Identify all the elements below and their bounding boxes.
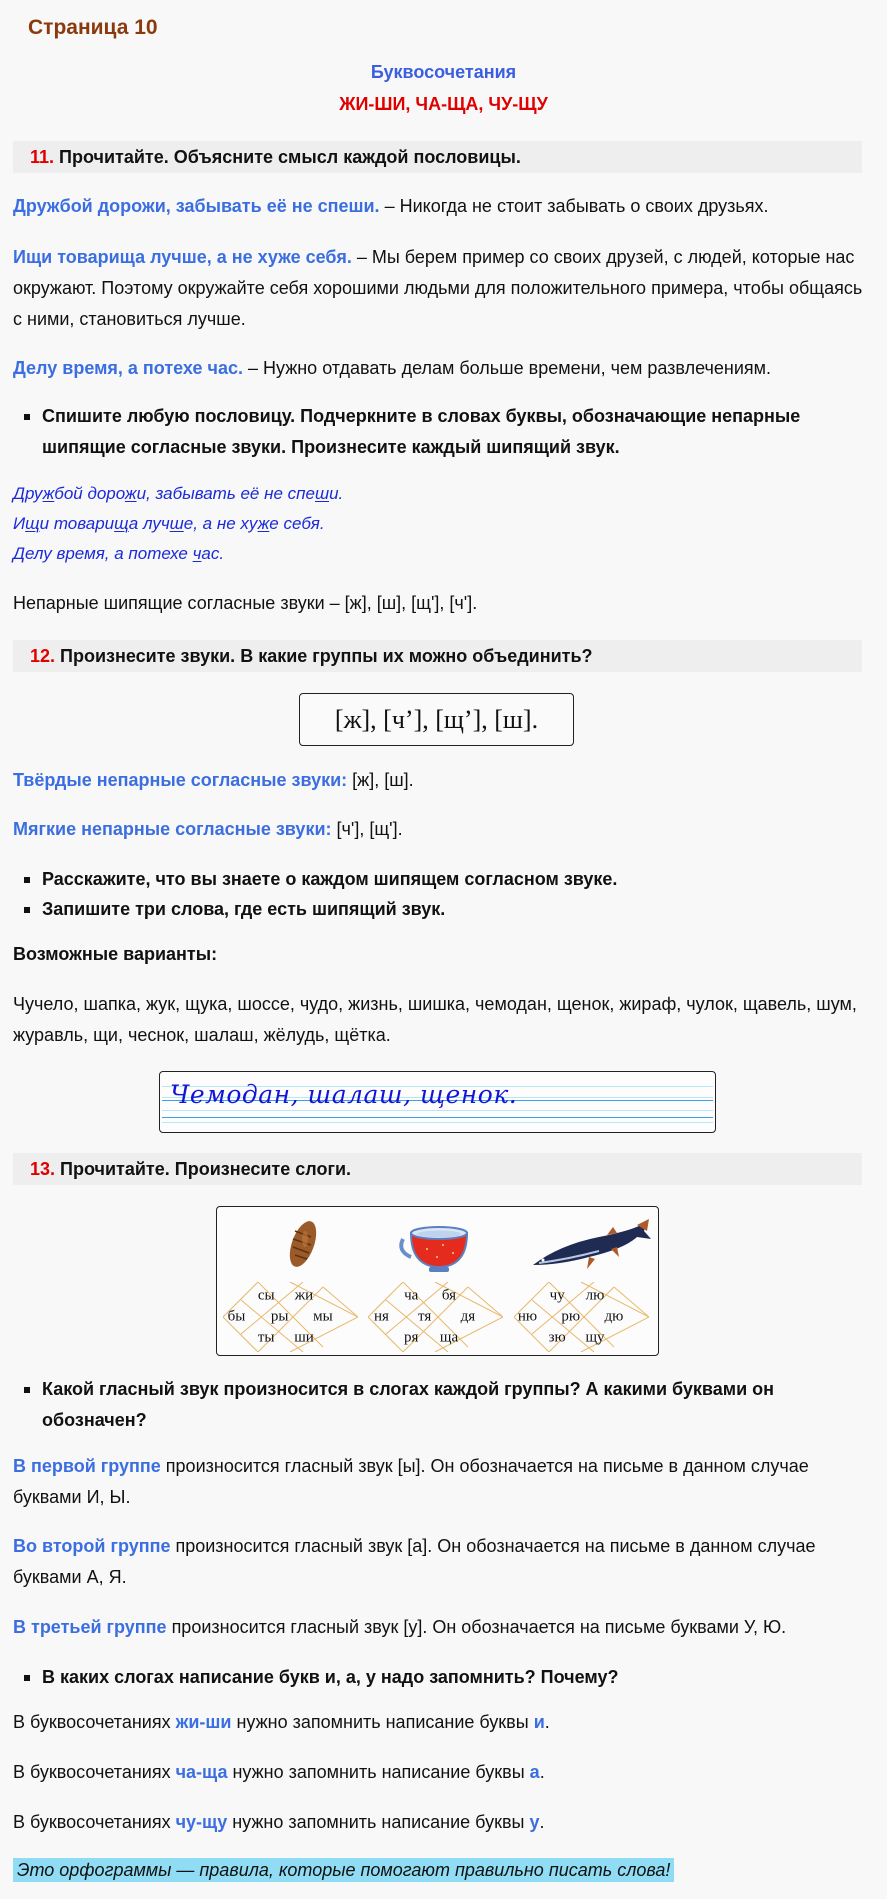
group-answer (13, 1612, 863, 1643)
proverb: Дружбой дорожи, забывать её не спеши. (13, 196, 380, 216)
syllable: бя (441, 1287, 457, 1304)
task-11-header (13, 141, 862, 173)
hard-sounds-label: Твёрдые непарные согласные звуки: (13, 770, 348, 790)
spelling-rule-note: Это орфограммы — правила, которые помогают правильно писать слова! (13, 1858, 674, 1882)
syllable: ща (439, 1329, 459, 1346)
syllable-grid (514, 1282, 649, 1352)
variants-list: Чучело, шапка, жук, щука, шоссе, чудо, жизнь, шишка, чемодан, щенок, жираф, чулок, щавель, шум, журавль, щи, чеснок, шалаш, жёлудь, щётка. (13, 994, 857, 1045)
syllable: зю (548, 1329, 566, 1346)
italic-proverb-line (13, 539, 224, 569)
syllable-grid (223, 1282, 358, 1352)
syllable: лю (585, 1287, 605, 1304)
task-13-header (13, 1153, 862, 1185)
underlined-letter: ж (124, 484, 137, 503)
italic-proverb-line (13, 479, 343, 509)
syllables-illustration (216, 1206, 659, 1356)
handwriting-text: Чемодан, шалаш, щенок. (170, 1080, 518, 1109)
page-title: Страница 10 (28, 16, 158, 39)
hard-sounds (13, 765, 863, 796)
italic-proverb-line (13, 509, 325, 539)
topic-title: Буквосочетания (370, 62, 517, 82)
task-bullet: Запишите три слова, где есть шипящий звук. (22, 894, 862, 925)
task-12-header (13, 640, 862, 672)
group-label: Во второй группе (13, 1536, 171, 1556)
proverb-text: ас. (201, 544, 225, 563)
proverb-item (13, 242, 863, 335)
proverb-text: Дру (13, 484, 43, 503)
syllable: тя (418, 1308, 432, 1325)
task-bullet: Спишите любую пословицу. Подчеркните в словах буквы, обозначающие непарные шипящие согласные звуки. Произнесите каждый шипящий звук. (22, 401, 862, 463)
task-text: Прочитайте. Объясните смысл каждой пословицы. (59, 147, 521, 167)
proverb: Делу время, а потехе час. (13, 358, 243, 378)
rule-middle: нужно запомнить написание буквы (231, 1712, 534, 1732)
proverb: Ищи товарища лучше, а не хуже себя. (13, 247, 352, 267)
syllable: ты (257, 1329, 275, 1346)
group-answer-text: произносится гласный звук [ы]. Он обозначается на письме в данном случае буквами И, Ы. (13, 1456, 809, 1507)
syllable-grid (368, 1282, 503, 1352)
syllable: ши (294, 1329, 314, 1346)
group-answer (13, 1531, 863, 1593)
rule-letter: а (529, 1762, 540, 1782)
rule-prefix: В буквосочетаниях (13, 1812, 176, 1832)
group-label: В первой группе (13, 1456, 161, 1476)
syllable: дю (604, 1308, 624, 1325)
group-answer (13, 1451, 863, 1513)
proverb-text: бой доро (54, 484, 125, 503)
syllable: сы (257, 1287, 275, 1304)
syllable: жи (294, 1287, 314, 1304)
handwriting-box (159, 1071, 716, 1133)
rule-combo: жи-ши (175, 1712, 232, 1732)
hard-sounds-value: [ж], [ш]. (347, 770, 414, 790)
proverb-text: и товари (39, 514, 115, 533)
syllable: мы (313, 1308, 333, 1325)
syllable: рю (561, 1308, 581, 1325)
rule-prefix: В буквосочетаниях (13, 1712, 176, 1732)
proverb-explanation: – Никогда не стоит забывать о своих друзьях. (379, 196, 769, 216)
task-number: 12. (30, 646, 56, 666)
teacup-icon (397, 1221, 477, 1276)
soft-sounds-label: Мягкие непарные согласные звуки: (13, 819, 332, 839)
task-text: Прочитайте. Произнесите слоги. (60, 1159, 352, 1179)
rule-combo: ча-ща (175, 1762, 228, 1782)
rule-suffix: . (539, 1762, 545, 1782)
pike-fish-icon (529, 1215, 654, 1275)
underlined-letter: щ (25, 514, 40, 533)
group-label: В третьей группе (13, 1617, 167, 1637)
proverb-text: е, а не ху (183, 514, 258, 533)
rule-line (13, 1807, 863, 1838)
task-bullet: В каких слогах написание букв и, а, у надо запомнить? Почему? (22, 1662, 862, 1693)
proverb-explanation: – Мы берем пример со своих друзей, с людей, которые нас окружают. Поэтому окружайте себя хорошими людьми для положительного примера, чтобы общаясь с ними, становиться лучше. (13, 247, 863, 329)
rule-combo: чу-щу (175, 1812, 228, 1832)
proverb-item (13, 353, 863, 384)
proverb-explanation: – Нужно отдавать делам больше времени, чем развлечениям. (242, 358, 772, 378)
task-bullet: Какой гласный звук произносится в слогах каждой группы? А какими буквами он обозначен? (22, 1374, 862, 1436)
proverb-text: е себя. (269, 514, 325, 533)
soft-sounds-value: [ч'], [щ']. (331, 819, 403, 839)
underlined-letter: ж (257, 514, 270, 533)
hissing-sounds-summary: Непарные шипящие согласные звуки – [ж], [ш], [щ'], [ч']. (13, 593, 478, 613)
underlined-letter: ш (314, 484, 330, 503)
syllable: ря (403, 1329, 419, 1346)
rule-suffix: . (544, 1712, 550, 1732)
syllable: чу (549, 1287, 565, 1304)
proverb-text: Делу время, а потехе (13, 544, 193, 563)
rule-line (13, 1757, 863, 1788)
syllable: щу (585, 1329, 605, 1346)
syllable: ню (517, 1308, 538, 1325)
syllable: ня (374, 1308, 389, 1325)
syllable: бы (227, 1308, 246, 1325)
proverb-text: и, забывать её не спе (136, 484, 315, 503)
rule-line (13, 1707, 863, 1738)
rule-letter: и (533, 1712, 545, 1732)
syllable: дя (460, 1308, 476, 1325)
pinecone-icon (283, 1217, 323, 1272)
task-bullet: Расскажите, что вы знаете о каждом шипящем согласном звуке. (22, 864, 862, 895)
underlined-letter: ш (169, 514, 184, 533)
syllable: ры (270, 1308, 289, 1325)
group-answer-text: произносится гласный звук [а]. Он обозначается на письме в данном случае буквами А, Я. (13, 1536, 816, 1587)
proverb-item (13, 191, 863, 222)
rule-middle: нужно запомнить написание буквы (227, 1762, 530, 1782)
rule-middle: нужно запомнить написание буквы (227, 1812, 530, 1832)
task-text: Произнесите звуки. В какие группы их можно объединить? (60, 646, 593, 666)
sounds-box: [ж], [ч’], [щ’], [ш]. (299, 693, 574, 746)
syllable: ча (404, 1287, 419, 1304)
proverb-text: а луч (128, 514, 170, 533)
underlined-letter: щ (114, 514, 129, 533)
variants-label: Возможные варианты: (13, 944, 218, 964)
underlined-letter: ч (192, 544, 202, 563)
topic-letter-combos: ЖИ-ШИ, ЧА-ЩА, ЧУ-ЩУ (339, 94, 548, 114)
proverb-text: И (13, 514, 26, 533)
rule-suffix: . (539, 1812, 545, 1832)
rule-prefix: В буквосочетаниях (13, 1762, 176, 1782)
group-answer-text: произносится гласный звук [у]. Он обозначается на письме буквами У, Ю. (166, 1617, 787, 1637)
task-number: 13. (30, 1159, 56, 1179)
soft-sounds (13, 814, 863, 845)
underlined-letter: ж (42, 484, 55, 503)
task-number: 11. (30, 147, 55, 167)
rule-letter: у (529, 1812, 540, 1832)
proverb-text: и. (329, 484, 344, 503)
